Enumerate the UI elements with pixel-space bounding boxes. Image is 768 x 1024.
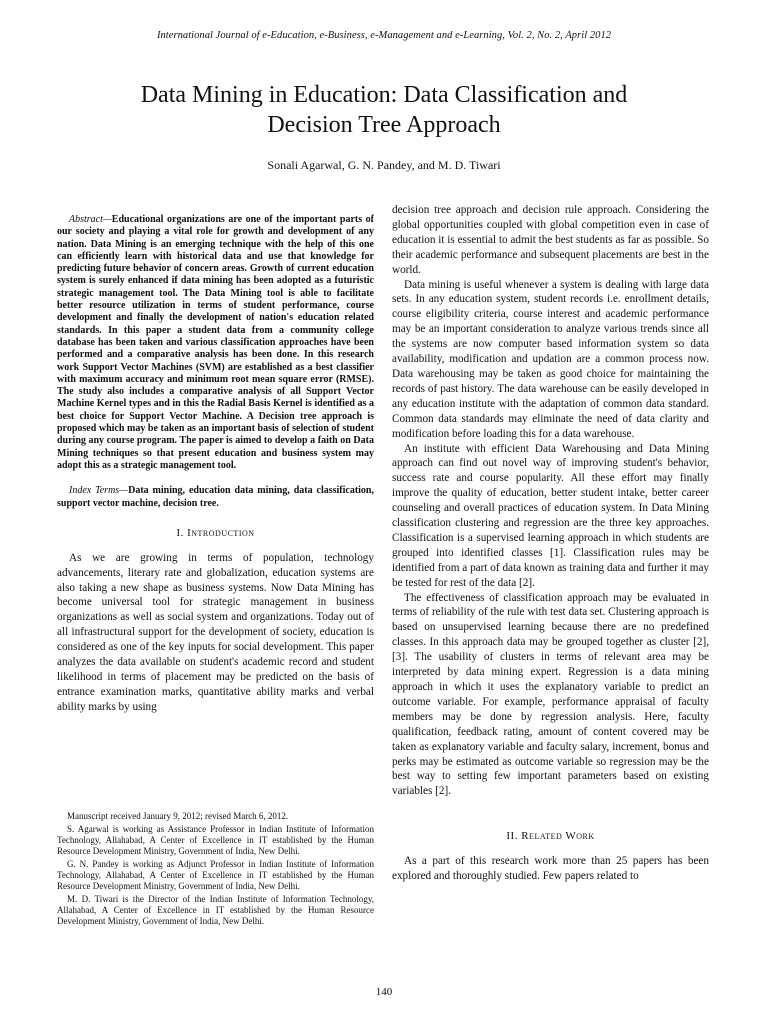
section-heading-introduction: I. Introduction [176, 526, 255, 539]
abstract [57, 214, 374, 472]
authors: Sonali Agarwal, G. N. Pandey, and M. D. Tiwari [267, 158, 501, 172]
right-paragraph-3: An institute with efficient Data Warehousing and Data Mining approach can find out novel way of improving student's behavior, success rate and course popularity. All these effort may finally improve the quality of education, better student intake, better career counseling and overall practices of education system. In Data Mining classification clustering and regression are the three key approaches. Classification is a supervised learning approach in which students are grouped into identified classes [1]. Classification rules may be identified from a part of data known as training data and further it may be tested for rest of the data [2]. [392, 442, 709, 589]
right-paragraph-1: decision tree approach and decision rule approach. Considering the global opportunities coupled with global competition even in case of education it is essential to admit the best students as far as possible. So their academic performance and subsequent placements are best in the world. [392, 204, 709, 276]
index-terms-text: Data mining, education data mining, data classification, support vector machine, decision tree. [57, 485, 374, 509]
title-line-1: Data Mining in Education: Data Classification and [140, 82, 628, 108]
footnotes [57, 811, 374, 929]
page-number: 140 [375, 986, 393, 998]
intro-paragraph-1: As we are growing in terms of population, technology advancements, literary rate and globalization, education systems are also taking a new shape as business systems. Now Data Mining has become universal tool for strategic management in business organizations as well as social system and organizations. Today out of all infrastructural support for the development of society, education is considered as one of the key inputs for social development. This paper analyzes the data available on student's academic record and student likelihood in terms of placement may be predicted on the basis of entrance examination marks, quantitative ability marks and verbal ability marks by using [57, 551, 374, 713]
paper-title [60, 80, 708, 140]
section-heading-related-work: II. Related Work [506, 830, 595, 843]
footnote-manuscript: Manuscript received January 9, 2012; revised March 6, 2012. [67, 811, 289, 821]
journal-header: International Journal of e-Education, e-Business, e-Management and e-Learning, Vol. 2, No. 2, April 2012 [156, 30, 612, 41]
right-paragraph-4: The effectiveness of classification approach may be evaluated in terms of reliability of the rule with test data set. Clustering approach is based on unsupervised learning because there are no predefined classes. In this approach data may be grouped together as cluster [2], [3]. The usability of clusters in terms of relevant area may be interpreted by data mining expert. Regression is a data mining approach in which it uses the explanatory variable to predict an outcome variable. For example, performance appraisal of faculty members may be done by regression analysis. Here, faculty qualification, feedback rating, amount of content covered may be taken as explanatory variable and faculty salary, increment, bonus and perks may be estimated as outcome variable so regression may be the best way to setting few important parameters based on existing variables [2]. [392, 591, 709, 798]
right-column [392, 203, 709, 884]
index-terms-lead: Index Terms— [69, 485, 129, 497]
abstract-text: Educational organizations are one of the important parts of our society and playing a vital role for growth and development of any nation. Data Mining is an emerging technique with the help of this one can efficiently learn with historical data and use that knowledge for predicting future behavior of concern areas. Growth of current education system is surely enhanced if data mining has been adopted as a futuristic strategic management tool. The Data Mining tool is able to facilitate better resource utilization in terms of student performance, course development and finally the development of nation's education related standards. In this paper a student data from a community college database has been taken and various classification approaches have been performed and a comparative analysis has been done. In this research work Support Vector Machines (SVM) are established as a best classifier with maximum accuracy and minimum root mean square error (RMSE). The study also includes a comparative analysis of all Support Vector Machine Kernel types and in this the Radial Basis Kernel is identified as a best choice for Support Vector Machine. A Decision tree approach is proposed which may be taken as an important basis of selection of student during any course program. The paper is aimed to develop a faith on Data Mining techniques so that present education and business system may adopt this as a strategic management tool. [57, 214, 374, 471]
related-work-paragraph-1: As a part of this research work more than 25 papers has been explored and thoroughly studied. Few papers related to [392, 855, 709, 883]
footnote-author-2: G. N. Pandey is working as Adjunct Professor in Indian Institute of Information Technology, Allahabad, A Center of Excellence in IT established by the Human Resource Development Ministry, Government of India, New Delhi. [57, 859, 374, 891]
right-paragraph-2: Data mining is useful whenever a system is dealing with large data sets. In any education system, student records i.e. enrollment details, course eligibility criteria, course interest and academic performance may be an important consideration to analyze various trends since all the systems are now computer based information system so data availability, modification and updation are a common process now. Data warehousing may be taken as good choice for maintaining the records of past history. The data warehouse can be easily developed in any education institute with the adaptation of common data standard. Common data standards may eliminate the need of data clarity and modification before loading this for a data warehouse. [392, 278, 709, 440]
left-column [57, 203, 374, 715]
abstract-lead: Abstract— [69, 214, 112, 225]
index-terms [57, 485, 374, 510]
title-line-2: Decision Tree Approach [267, 112, 501, 138]
footnote-author-1: S. Agarwal is working as Assistance Professor in Indian Institute of Information Technology, Allahabad, A Center of Excellence in IT established by the Human Resource Development Ministry, Government of India, New Delhi. [57, 824, 374, 856]
footnote-author-3: M. D. Tiwari is the Director of the Indian Institute of Information Technology, Allahabad, A Center of Excellence in IT established by the Human Resource Development Ministry, Government of India, New Delhi. [57, 894, 374, 926]
